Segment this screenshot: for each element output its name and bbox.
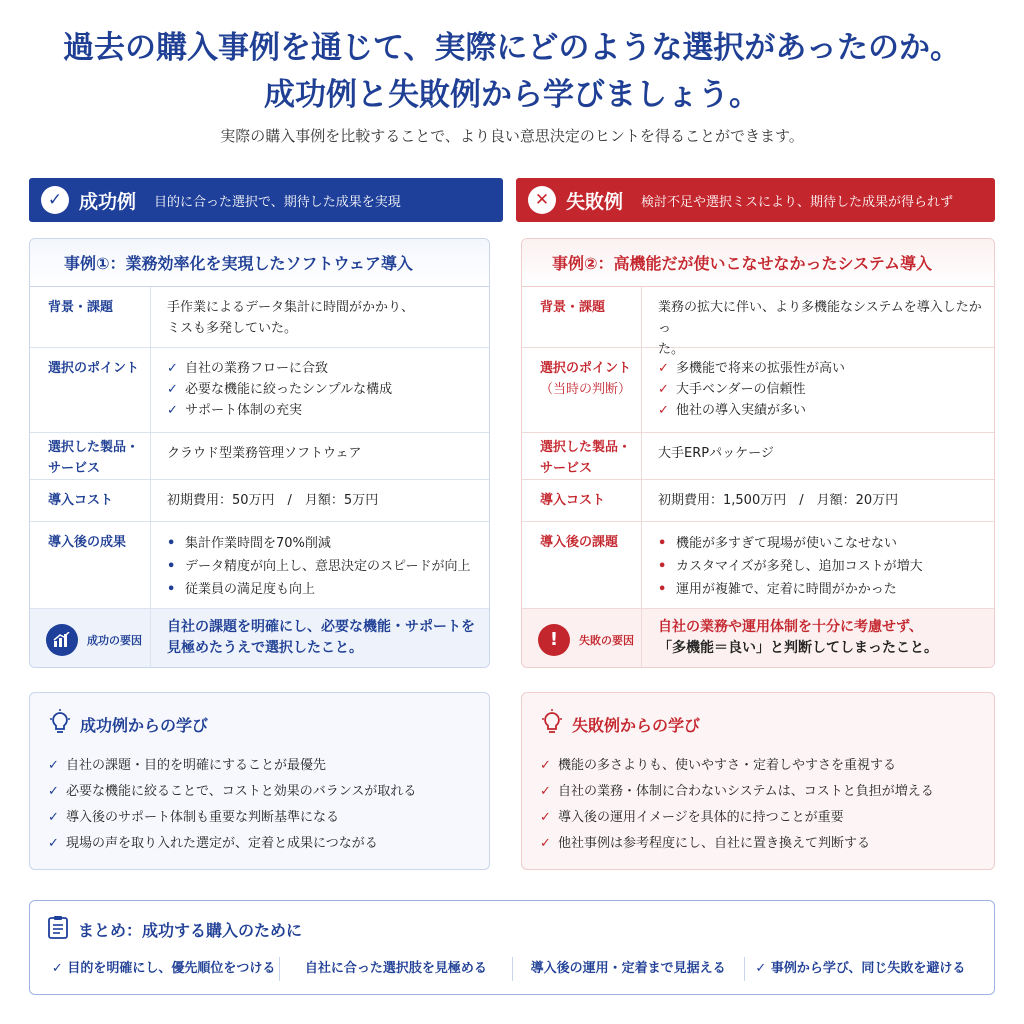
text-line: ミスも多発していた。 xyxy=(167,321,298,336)
check-icon: ✓ xyxy=(48,836,59,851)
check-icon: ✓ xyxy=(51,961,68,976)
list-item: ✓ 自社の業務・体制に合わないシステムは、コストと負担が増える xyxy=(540,779,976,805)
list-item: ✓ 他社事例は参考程度にし、自社に置き換えて判断する xyxy=(540,831,976,857)
page-title-line2: 成功例と失敗例から学びましょう。 xyxy=(264,77,760,113)
exclamation-icon: ! xyxy=(538,624,570,656)
bullet-icon: • xyxy=(167,536,176,551)
success-banner-desc: 目的に合った選択で、期待した成果を実現 xyxy=(154,194,401,210)
success-lessons xyxy=(29,692,490,870)
row-value xyxy=(151,287,489,347)
text-line: た。 xyxy=(658,342,685,357)
success-banner-title: 成功例 xyxy=(79,190,137,213)
row-value xyxy=(151,522,489,608)
summary-item: 自社に合った選択肢を見極める xyxy=(280,957,512,981)
check-icon: ✓ xyxy=(167,382,178,397)
list-item: ✓ サポート体制の充実 xyxy=(167,400,479,421)
success-case-card xyxy=(29,238,490,668)
factor-label-cell xyxy=(30,609,151,668)
check-icon: ✓ xyxy=(48,758,59,773)
success-result-row xyxy=(30,522,489,609)
row-value: 初期費用：1,500万円 / 月額：20万円 xyxy=(658,493,899,508)
success-cost-row xyxy=(30,480,489,522)
fail-cost-row xyxy=(522,480,994,522)
list-item: ✓ 機能の多さよりも、使いやすさ・定着しやすさを重視する xyxy=(540,753,976,779)
factor-label: 失敗の要因 xyxy=(579,633,634,647)
summary-box xyxy=(29,900,995,995)
row-value: 初期費用：50万円 / 月額：5万円 xyxy=(167,493,379,508)
row-label: 導入後の課題 xyxy=(522,522,642,608)
check-icon: ✓ xyxy=(755,961,771,976)
fail-result-row xyxy=(522,522,994,609)
success-banner xyxy=(29,178,503,222)
row-value xyxy=(151,348,489,432)
summary-item: 導入後の運用・定着まで見据える xyxy=(513,957,745,981)
list-item: ✓ 大手ベンダーの信頼性 xyxy=(658,379,984,400)
fail-case-card xyxy=(521,238,995,668)
success-factor xyxy=(30,609,489,668)
chart-icon xyxy=(46,624,78,656)
summary-items xyxy=(48,957,976,981)
success-points-row xyxy=(30,348,489,433)
fail-banner-desc: 検討不足や選択ミスにより、期待した成果が得られず xyxy=(641,194,954,210)
check-icon: ✓ xyxy=(167,403,178,418)
check-icon: ✓ xyxy=(658,382,669,397)
summary-item: ✓ 目的を明確にし、優先順位をつける xyxy=(48,957,280,981)
list-item: ✓ 自社の課題・目的を明確にすることが最優先 xyxy=(48,753,471,779)
fail-points-row xyxy=(522,348,994,433)
summary-item: ✓ 事例から学び、同じ失敗を避ける xyxy=(755,961,966,976)
fail-lessons xyxy=(521,692,995,870)
check-icon: ✓ xyxy=(658,403,669,418)
list-item: ✓ 必要な機能に絞ったシンプルな構成 xyxy=(167,379,479,400)
row-label: 選択した製品・ サービス xyxy=(522,433,642,479)
list-item: • 従業員の満足度も向上 xyxy=(167,578,479,601)
row-label: 選択した製品・ サービス xyxy=(30,433,151,479)
check-icon: ✓ xyxy=(48,784,59,799)
row-label: 選択のポイント xyxy=(30,348,151,432)
row-label: 導入後の成果 xyxy=(30,522,151,608)
check-icon: ✓ xyxy=(540,758,551,773)
text-line: 手作業によるデータ集計に時間がかかり、 xyxy=(167,300,415,315)
page-title-line1: 過去の購入事例を通じて、実際にどのような選択があったのか。 xyxy=(62,30,962,66)
fail-factor xyxy=(522,609,994,668)
bullet-icon: • xyxy=(167,559,176,574)
list-item: ✓ 自社の業務フローに合致 xyxy=(167,358,479,379)
row-label: 導入コスト xyxy=(522,480,642,521)
clipboard-icon xyxy=(48,915,68,943)
check-circle-icon: ✓ xyxy=(41,186,69,214)
check-icon: ✓ xyxy=(658,361,669,376)
fail-banner-title: 失敗例 xyxy=(566,190,624,213)
factor-label-cell xyxy=(522,609,642,668)
list-item: • データ精度が向上し、意思決定のスピードが向上 xyxy=(167,555,479,578)
list-item: ✓ 導入後の運用イメージを具体的に持つことが重要 xyxy=(540,805,976,831)
row-value: 大手ERPパッケージ xyxy=(658,446,774,461)
success-background-row xyxy=(30,287,489,348)
lightbulb-icon xyxy=(48,709,72,739)
fail-product-row xyxy=(522,433,994,480)
row-label: 導入コスト xyxy=(30,480,151,521)
bullet-icon: • xyxy=(658,536,667,551)
list-item: • 機能が多すぎて現場が使いこなせない xyxy=(658,532,984,555)
row-label: 背景・課題 xyxy=(30,287,151,347)
cross-circle-icon: ✕ xyxy=(528,186,556,214)
check-icon: ✓ xyxy=(167,361,178,376)
bullet-icon: • xyxy=(658,582,667,597)
success-product-row xyxy=(30,433,489,480)
success-case-title: 事例①：業務効率化を実現したソフトウェア導入 xyxy=(30,239,489,287)
bullet-icon: • xyxy=(658,559,667,574)
row-value: クラウド型業務管理ソフトウェア xyxy=(167,446,362,461)
success-lessons-title: 成功例からの学び xyxy=(48,709,471,739)
text-line: 業務の拡大に伴い、より多機能なシステムを導入したかっ xyxy=(658,300,982,336)
factor-label: 成功の要因 xyxy=(87,633,142,647)
factor-text: 自社の業務や運用体制を十分に考慮せず、 「多機能＝良い」と判断してしまったこと。 xyxy=(658,619,938,656)
list-item: ✓ 多機能で将来の拡張性が高い xyxy=(658,358,984,379)
fail-background-row xyxy=(522,287,994,357)
row-label: 背景・課題 xyxy=(522,287,642,347)
row-label: 選択のポイント （当時の判断） xyxy=(522,348,642,432)
list-item: • 運用が複雑で、定着に時間がかかった xyxy=(658,578,984,601)
row-value xyxy=(642,522,994,608)
summary-title: まとめ：成功する購入のために xyxy=(48,915,976,943)
bullet-icon: • xyxy=(167,582,176,597)
check-icon: ✓ xyxy=(540,810,551,825)
factor-text: 自社の課題を明確にし、必要な機能・サポートを 見極めたうえで選択したこと。 xyxy=(167,619,475,656)
fail-case-title: 事例②：高機能だが使いこなせなかったシステム導入 xyxy=(522,239,994,287)
list-item: • カスタマイズが多発し、追加コストが増大 xyxy=(658,555,984,578)
list-item: ✓ 現場の声を取り入れた選定が、定着と成果につながる xyxy=(48,831,471,857)
fail-banner xyxy=(516,178,995,222)
fail-lessons-title: 失敗例からの学び xyxy=(540,709,976,739)
list-item: ✓ 導入後のサポート体制も重要な判断基準になる xyxy=(48,805,471,831)
list-item: ✓ 必要な機能に絞ることで、コストと効果のバランスが取れる xyxy=(48,779,471,805)
list-item: ✓ 他社の導入実績が多い xyxy=(658,400,984,421)
check-icon: ✓ xyxy=(540,784,551,799)
check-icon: ✓ xyxy=(540,836,551,851)
row-value xyxy=(642,287,994,357)
page-subtitle: 実際の購入事例を比較することで、より良い意思決定のヒントを得ることができます。 xyxy=(220,127,804,145)
list-item: • 集計作業時間を70%削減 xyxy=(167,532,479,555)
check-icon: ✓ xyxy=(48,810,59,825)
lightbulb-icon xyxy=(540,709,564,739)
row-value xyxy=(642,348,994,432)
